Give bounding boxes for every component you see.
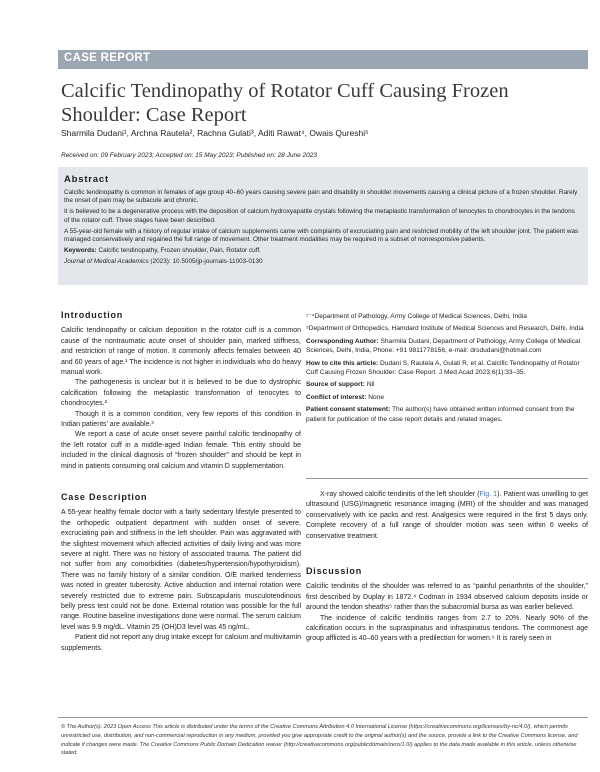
keywords xyxy=(64,247,580,255)
intro-paragraph: Though it is a common condition, very few reports of this condition in Indian patients’ are available.³ xyxy=(61,410,301,429)
publication-dates: Received on: 09 February 2023; Accepted on: 15 May 2023; Published on: 28 June 2023 xyxy=(61,152,317,159)
source-of-support xyxy=(306,380,588,389)
abstract-heading: Abstract xyxy=(64,174,109,185)
affiliations-block xyxy=(306,312,588,427)
author-list: Sharmila Dudani¹, Archna Rautela², Rachna Gulati³, Aditi Rawat⁴, Owais Qureshi⁵ xyxy=(61,128,369,138)
patient-consent-text: The author(s) have obtained written informed consent from the patient for publication of the case report details and related images. xyxy=(306,406,575,423)
patient-consent-label: Patient consent statement: xyxy=(306,406,391,414)
footer-rule xyxy=(58,717,588,718)
xray-paragraph xyxy=(306,490,588,542)
xray-text: X-ray showed calcific tendinitis of the left shoulder ( xyxy=(320,491,480,498)
article-type-banner: CASE REPORT xyxy=(58,50,588,69)
article-title: Calcific Tendinopathy of Rotator Cuff Causing Frozen Shoulder: Case Report xyxy=(61,80,509,126)
abstract-paragraph: It is believed to be a degenerative process with the deposition of calcium hydroxyapatite crystals following the metaplastic transformation of tenocytes to chondrocytes in the tendons of the rotator cuff. Three stages have been described. xyxy=(64,208,575,224)
introduction-heading: Introduction xyxy=(61,310,124,320)
figure-link[interactable]: Fig. 1 xyxy=(479,491,498,498)
xray-paragraph-block xyxy=(306,490,588,542)
discussion-section xyxy=(306,566,588,645)
intro-paragraph: The pathogenesis is unclear but it is believed to be due to dystrophic calcification following the metaplastic transformation of tenocytes to chondrocytes.² xyxy=(61,379,301,408)
source-of-support-label: Source of support: xyxy=(306,381,365,389)
discussion-heading: Discussion xyxy=(306,566,363,576)
journal-citation xyxy=(64,258,580,266)
discussion-paragraph: Calcific tendinitis of the shoulder was referred to as “painful periarthritis of the shoulder,” first described by Duplay in 1872.⁴ Codman in 1934 observed calcium deposits inside or around the tendon sheaths⁵ rather than the subacromial bursa as was earlier believed. xyxy=(306,583,588,612)
introduction-section xyxy=(61,310,301,472)
how-to-cite-label: How to cite this article: xyxy=(306,359,379,367)
journal-name: Journal of Medical Academics xyxy=(64,257,149,265)
abstract-paragraph: Calcific tendinopathy is common in females of age group 40–60 years causing severe pain and disability in shoulder movements causing a clinical picture of a frozen shoulder. Rarely the onset of pain may be subacute and chronic. xyxy=(64,189,578,205)
keywords-text: Calcific tendinopathy, Frozen shoulder, Pain, Rotator cuff. xyxy=(96,246,261,254)
corresponding-author-label: Corresponding Author: xyxy=(306,337,379,345)
abstract-box xyxy=(58,167,588,285)
conflict-of-interest xyxy=(306,393,588,402)
case-paragraph: Patient did not report any drug intake except for calcium and multivitamin supplements. xyxy=(61,634,301,652)
license-notice: © The Author(s). 2023 Open Access This article is distributed under the terms of the Creative Commons Attribution 4.0 International License (https://creativecommons.org/licenses/by-nc/4.0/), which permits unrestricted use, distribution, and non-commercial reproduction in any medium, provided you give appropriate credit to the original author(s) and the source, provide a link to the Creative Commons license, and indicate if changes were made. The Creative Commons Public Domain Dedication waiver (http://creativecommons.org/publicdomain/zero/1.0/) applies to the data made available in this article, unless otherwise stated. xyxy=(61,724,578,757)
how-to-cite xyxy=(306,359,588,378)
discussion-paragraph: The incidence of calcific tendinitis ranges from 2.7 to 20%. Nearly 90% of the calcification occurs in the supraspinatus and infraspinatus tendons. The commonest age group afflicted is 40–60 years with a predilection for women.⁶ It is rarely seen in xyxy=(306,614,588,643)
abstract-paragraph: A 55-year-old female with a history of regular intake of calcium supplements came with complaints of excruciating pain and restricted mobility of the left shoulder joint. The patient was managed conservatively and regained the full range of movement. Other treatment modalities may be required in a subset of nonresponsive patients. xyxy=(64,227,579,244)
corresponding-author xyxy=(306,337,588,356)
case-description-heading: Case Description xyxy=(61,492,148,502)
intro-paragraph: Calcific tendinopathy or calcium deposition in the rotator cuff is a common cause of the nontraumatic acute onset of shoulder pain, marked stiffness, and restriction of range of motion. It commonly affects females between 40 and 60 years of age.¹ The incidence is not higher in individuals who do heavy manual work. xyxy=(61,327,301,377)
column-divider xyxy=(306,478,588,479)
case-paragraph: A 55-year healthy female doctor with a fairly sedentary lifestyle presented to the orthopedic outpatient department with sudden onset of severe, excruciating pain and stiffness in the left shoulder. Pain was aggravated with the slightest movement which affected activities of daily living and was more severe at night. There was no history of associated trauma. The patient did not suffer from any comorbidities (diabetes/hypertension/hypothyroidism). There was no family history of a similar condition. O/E marked tenderness was noted in greater tuberosity. Active abduction and internal rotation were severely restricted due to extreme pain. Subscapularis musculotendinous belly press test could not be done. External rotation was possible for the full range. Routine baseline investigations done were normal. The serum calcium level was 9.9 mg/dL. Vitamin 25 (OH)D3 level was 45 ng/mL. xyxy=(61,509,301,631)
affiliation: ¹⁻⁴Department of Pathology, Army College of Medical Sciences, Delhi, India xyxy=(306,313,527,320)
doi-text: (2023): 10.5005/jp-journals-11003-0130 xyxy=(148,257,263,265)
xray-text: ). Patient was unwilling to get ultrasound (USG)/magnetic resonance imaging (MRI) of the shoulder and was managed conservatively with ice packs and rest. Analgesics were required in the first 5 days only. Complete recovery of a full range of shoulder motion was seen within 6 weeks of conservative treatment. xyxy=(306,491,588,540)
how-to-cite-text: Dudani S, Rautela A, Gulati R, et al. Calcific Tendinopathy of Rotator Cuff Causing Frozen Shoulder: Case Report. J Med Acad 2023;6(1):33–35. xyxy=(306,359,580,377)
source-of-support-text: Nil xyxy=(364,381,375,389)
intro-paragraph: We report a case of acute onset severe painful calcific tendinopathy of the left rotator cuff in a middle-aged Indian female. This entity should be included in the clinical diagnosis of “frozen shoulder” and should be kept in mind in patients consuming oral calcium and vitamin D supplementation. xyxy=(61,431,301,470)
conflict-of-interest-label: Conflict of interest: xyxy=(306,393,367,401)
patient-consent xyxy=(306,405,588,424)
case-description-section xyxy=(61,492,301,654)
affiliation: ⁵Department of Orthopedics, Hamdard Institute of Medical Sciences and Research, Delhi, India xyxy=(306,325,584,333)
keywords-label: Keywords: xyxy=(64,246,97,254)
conflict-of-interest-text: None xyxy=(366,393,385,401)
corresponding-author-text: Sharmila Dudani, Department of Pathology, Army College of Medical Sciences, Delhi, India, Phone: +91 9811778156, e-mail: drsdudani@hotmail.com xyxy=(306,337,581,355)
